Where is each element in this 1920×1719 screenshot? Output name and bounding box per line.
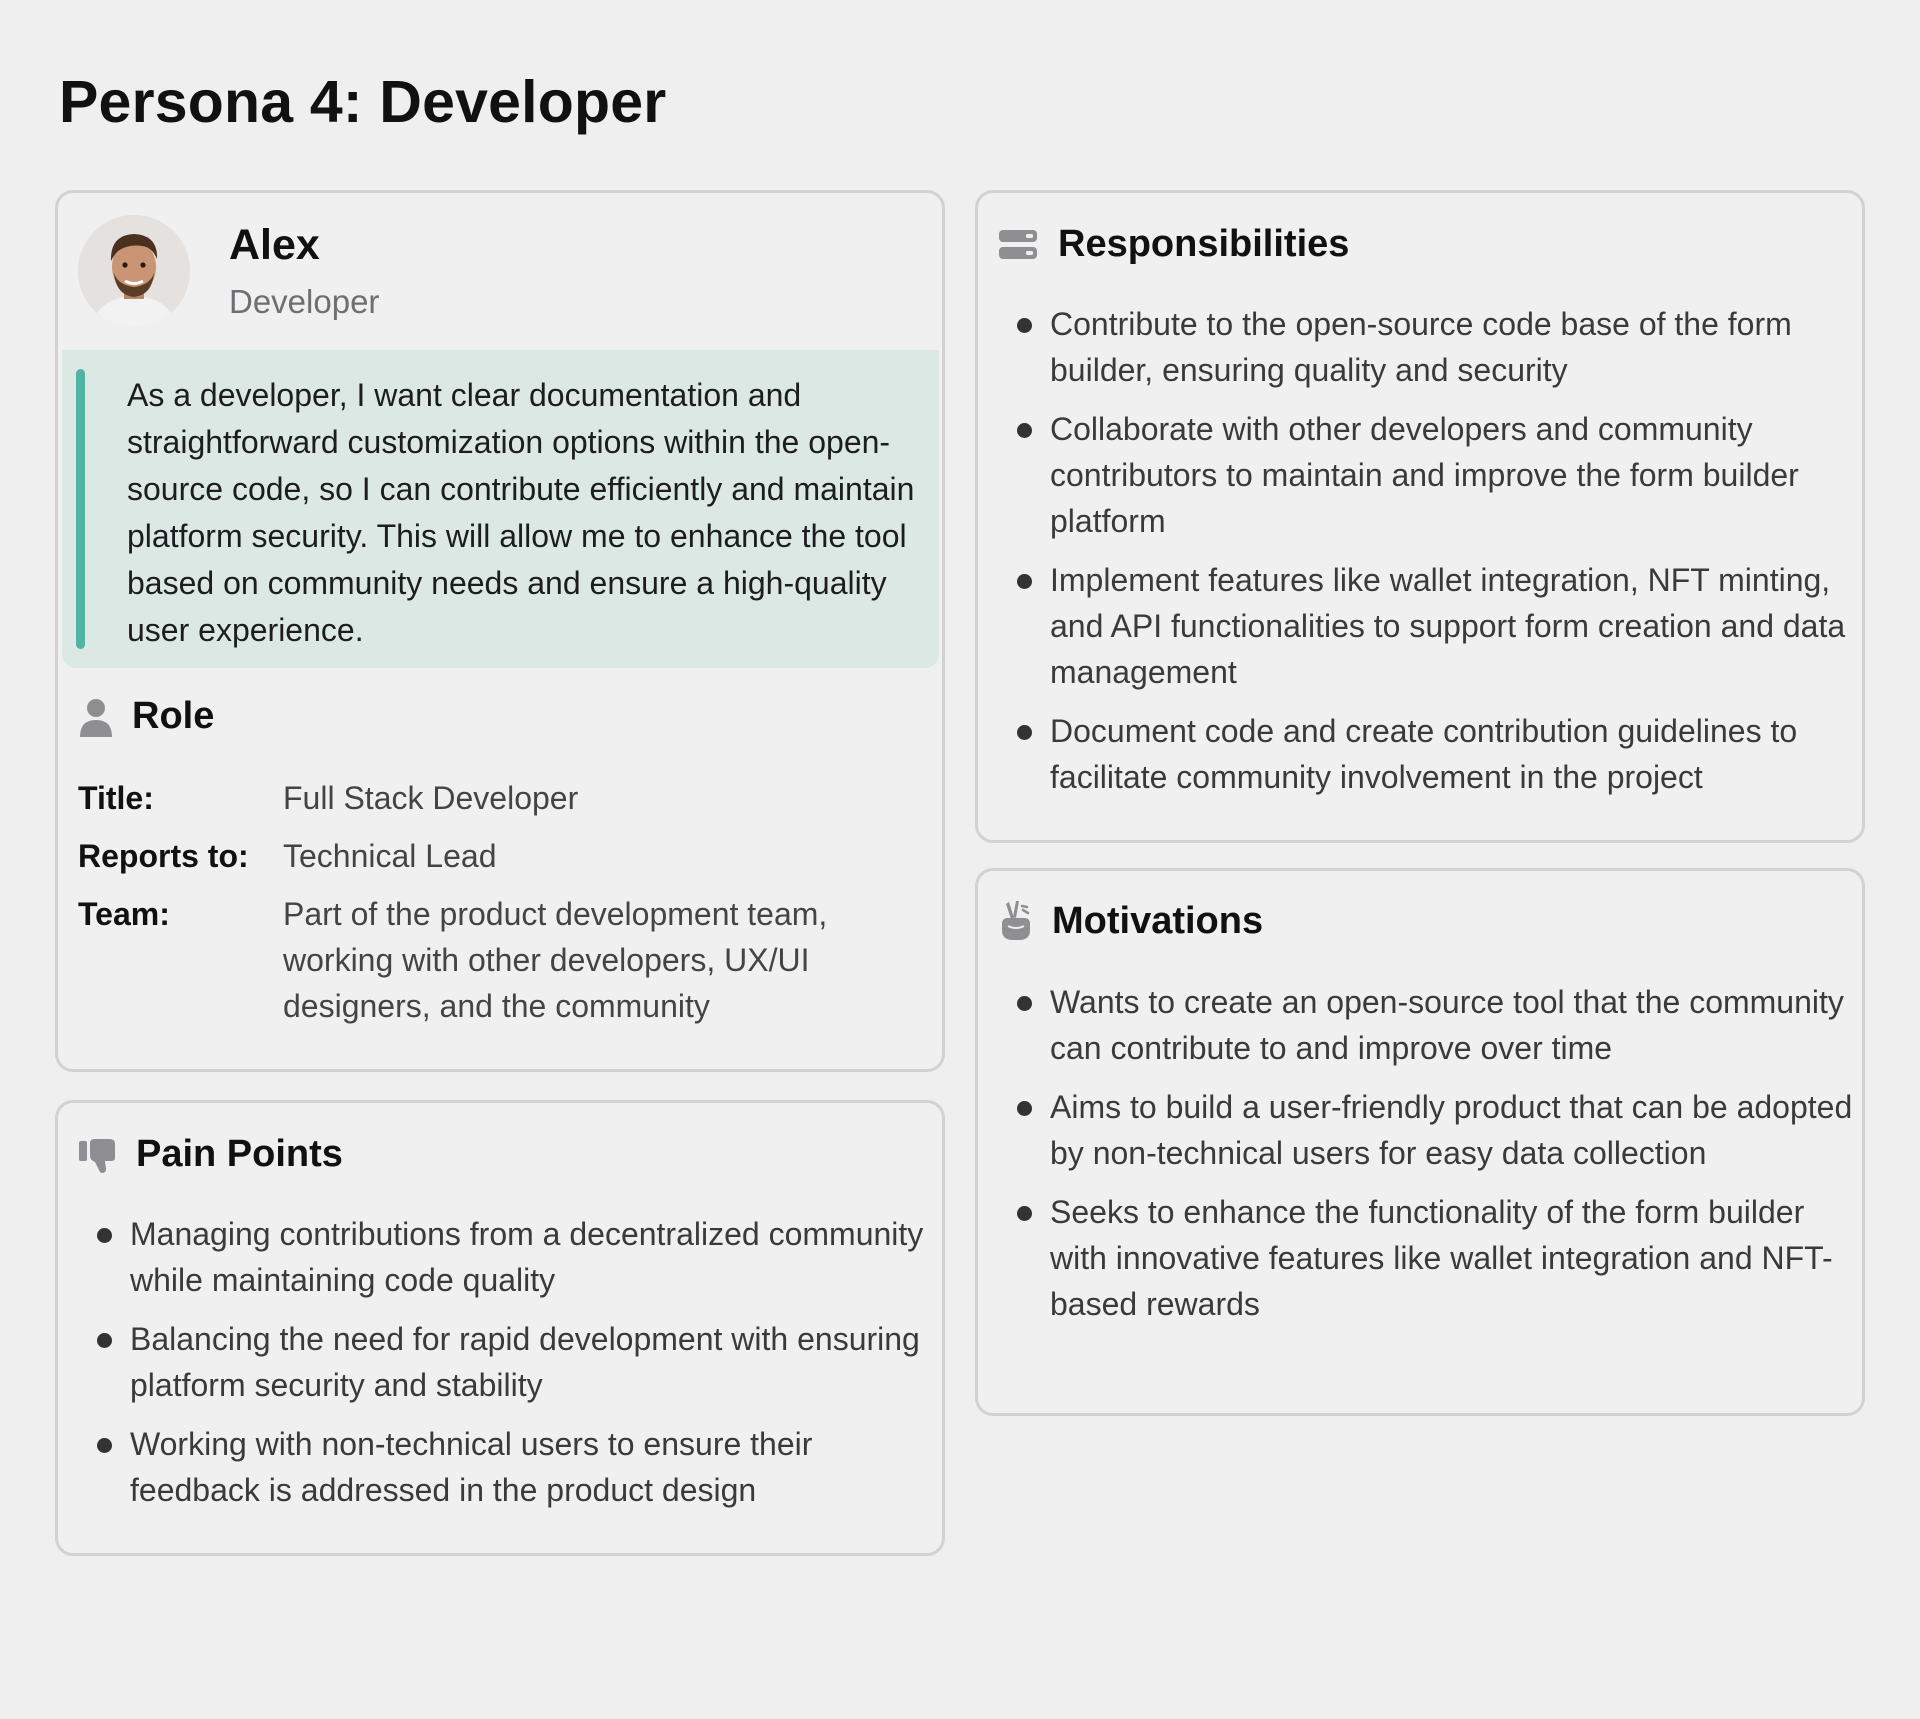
list-item [1014,406,1854,544]
list-item-text: Working with non-technical users to ensure their feedback is addressed in the product design [130,1426,813,1508]
avatar [78,215,190,327]
list-item [1014,301,1854,393]
pain-points-list [94,1211,924,1526]
responsibilities-list [1014,301,1854,813]
pain-points-heading-label: Pain Points [136,1133,343,1175]
motivations-heading [998,899,1263,943]
list-item-text: Wants to create an open-source tool that the community can contribute to and improve over time [1050,984,1844,1066]
responsibilities-card [975,190,1865,843]
profile-card [55,190,945,1072]
list-item-text: Aims to build a user-friendly product that can be adopted by non-technical users for easy data collection [1050,1089,1853,1171]
persona-name: Alex [229,221,320,269]
list-item [94,1421,924,1513]
role-value: Full Stack Developer [283,780,579,816]
bullet-dot [1017,1206,1032,1221]
role-value: Part of the product development team, working with other developers, UX/UI designers, and the community [283,896,828,1024]
page-title: Persona 4: Developer [59,69,667,135]
role-key: Team: [78,896,170,932]
person-icon [78,697,114,737]
bullet-dot [97,1228,112,1243]
responsibilities-heading-label: Responsibilities [1058,223,1350,265]
bullet-dot [1017,996,1032,1011]
role-row-title [78,775,918,821]
list-item-text: Managing contributions from a decentralized community while maintaining code quality [130,1216,924,1298]
role-value: Technical Lead [283,838,497,874]
pain-points-heading [78,1133,343,1176]
responsibilities-heading [998,223,1349,266]
role-key: Reports to: [78,838,249,874]
bullet-dot [1017,1101,1032,1116]
list-item [94,1211,924,1303]
role-heading [78,695,214,738]
bullet-dot [1017,423,1032,438]
list-item [1014,1189,1854,1327]
role-heading-label: Role [132,695,215,737]
list-item-text: Implement features like wallet integration, NFT minting, and API functionalities to support form creation and data management [1050,562,1846,690]
persona-quote [62,350,939,668]
motivations-card [975,868,1865,1416]
motivations-list [1014,979,1854,1340]
list-item-text: Contribute to the open-source code base of the form builder, ensuring quality and security [1050,306,1792,388]
quote-accent-bar [76,369,85,649]
role-row-team [78,891,918,1029]
role-details [78,775,918,1041]
pain-points-card [55,1100,945,1556]
bullet-dot [97,1438,112,1453]
role-row-reports-to [78,833,918,879]
list-item [1014,979,1854,1071]
list-item [1014,557,1854,695]
list-item-text: Balancing the need for rapid development with ensuring platform security and stability [130,1321,920,1403]
role-key: Title: [78,780,154,816]
list-item-text: Document code and create contribution guidelines to facilitate community involvement in the project [1050,713,1798,795]
persona-role: Developer [229,283,380,320]
server-stack-icon [998,225,1038,265]
quote-text: As a developer, I want clear documentation and straightforward customization options within the open-source code, so I can contribute efficiently and maintain platform security. This will allow me to enhance the tool based on community needs and ensure a high-quality user experience. [127,377,915,648]
bullet-dot [1017,318,1032,333]
list-item [1014,708,1854,800]
crossed-fingers-icon [998,899,1034,943]
list-item-text: Collaborate with other developers and community contributors to maintain and improve the form builder platform [1050,411,1799,539]
bullet-dot [1017,574,1032,589]
list-item [1014,1084,1854,1176]
motivations-heading-label: Motivations [1052,899,1264,942]
thumbs-down-icon [78,1135,118,1175]
bullet-dot [1017,725,1032,740]
list-item-text: Seeks to enhance the functionality of the form builder with innovative features like wallet integration and NFT-based rewards [1050,1194,1833,1322]
bullet-dot [97,1333,112,1348]
list-item [94,1316,924,1408]
